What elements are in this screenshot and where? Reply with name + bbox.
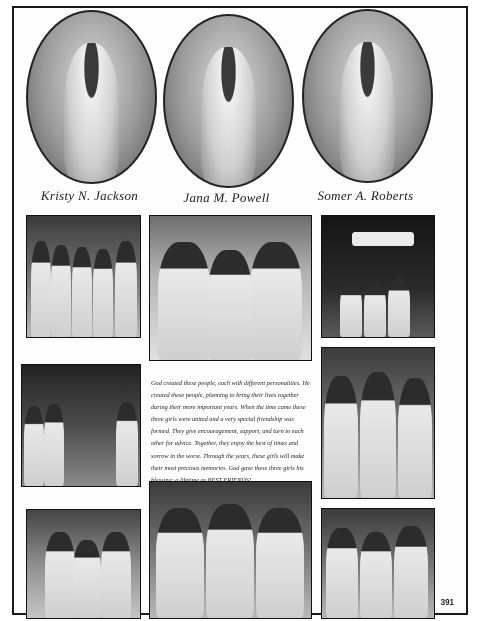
person	[364, 283, 386, 337]
person	[115, 241, 137, 337]
portrait-jana-powell	[163, 14, 294, 188]
person	[256, 508, 304, 618]
person	[51, 245, 71, 337]
person	[72, 247, 92, 337]
portrait-figure	[340, 42, 396, 181]
portrait-figure	[64, 43, 120, 182]
photo-friends-lounging	[149, 215, 312, 361]
photo-group-cheer-shirts	[26, 215, 141, 338]
portrait-kristy-jackson	[26, 10, 157, 184]
portrait-figure	[201, 47, 257, 186]
neon-sign	[352, 232, 414, 246]
person	[398, 378, 432, 498]
person	[360, 532, 392, 618]
portrait-name: Kristy N. Jackson	[40, 188, 139, 203]
portrait-name: Somer A. Roberts	[317, 188, 414, 203]
person	[360, 372, 396, 498]
photo-cheerleaders-tiger	[321, 347, 435, 499]
story-text: God created these people, each with different personalities. He created these people, planning to bring their lives together during their more important years. When the time came these three girls were united and a very special friendship was formed. They give encouragement, support, and turn to each other for advice. Together, they enjoy the best of times and sorrow in the worst. Through the years, these girls will make their most precious memories. God gave these three girls his	[151, 380, 310, 472]
page-number: 391	[440, 598, 454, 607]
photo-mascot	[26, 509, 141, 619]
person	[388, 277, 410, 337]
person	[44, 404, 64, 486]
photo-restaurant-table	[21, 364, 141, 487]
person	[73, 540, 101, 618]
person	[45, 532, 75, 618]
portrait-somer-roberts	[302, 9, 433, 183]
person	[250, 242, 302, 360]
person	[116, 402, 138, 486]
person	[158, 242, 210, 360]
photo-rock-n-ice-night	[321, 215, 435, 338]
person	[206, 504, 254, 618]
person	[93, 249, 113, 337]
person	[326, 528, 358, 618]
person	[156, 508, 204, 618]
person	[24, 406, 44, 486]
person	[394, 526, 428, 618]
person	[101, 532, 131, 618]
portrait-name: Jana M. Powell	[183, 190, 270, 205]
photo-cheer-uniforms	[321, 508, 435, 619]
person	[324, 376, 358, 498]
person	[208, 250, 252, 360]
photo-seniors-crowns	[149, 481, 312, 619]
person	[340, 283, 362, 337]
person	[31, 241, 51, 337]
